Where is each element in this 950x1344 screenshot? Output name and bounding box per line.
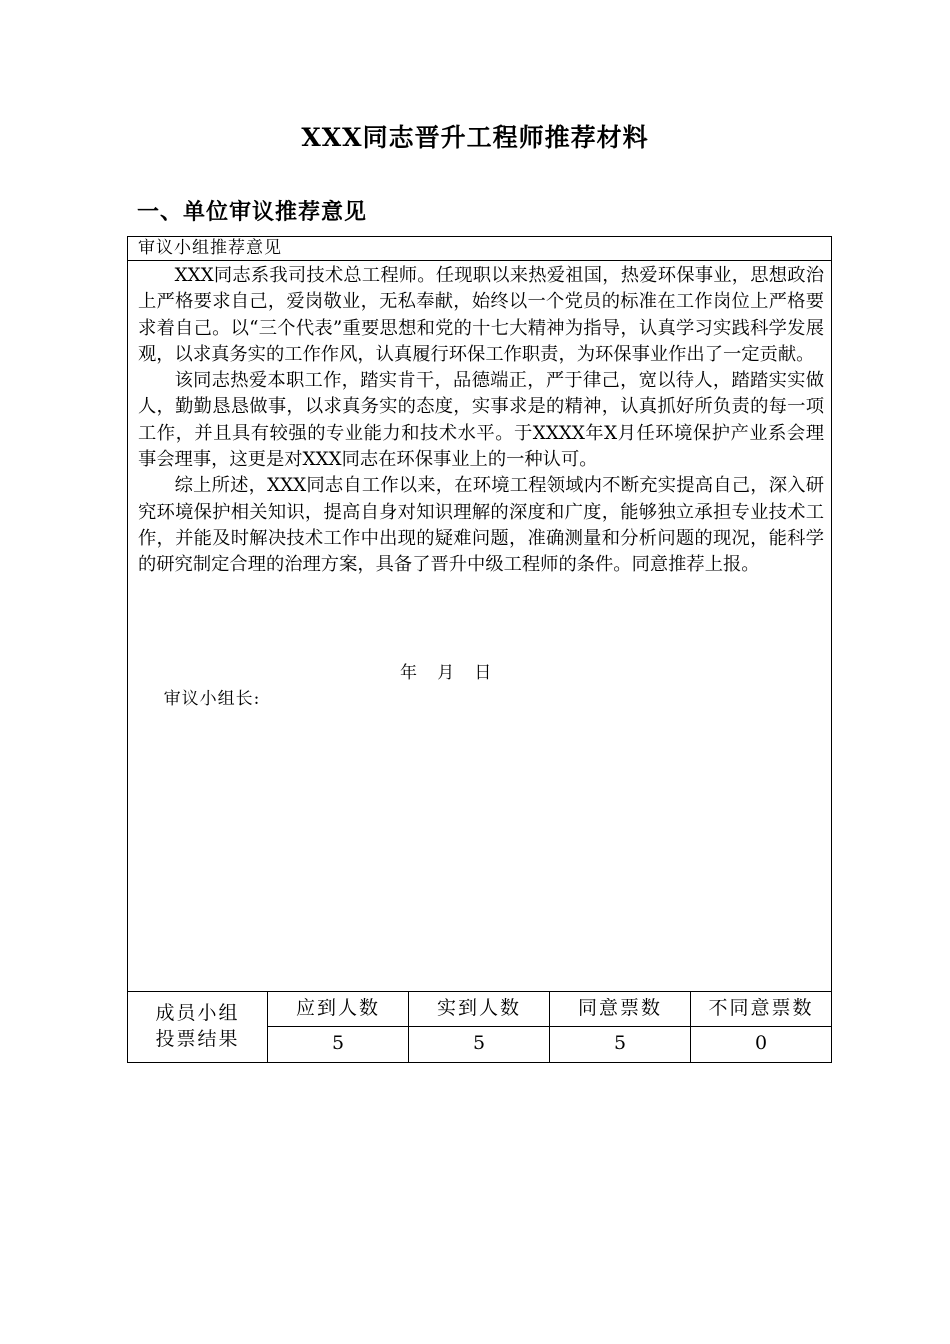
opinion-paragraph: XXX同志系我司技术总工程师。任现职以来热爱祖国，热爱环保事业，思想政治上严格要求自己，爱岗敬业，无私奉献，始终以一个党员的标准在工作岗位上严格要求着自己。以“三个代表”重要思想和党的十七大精神为指导，认真学习实践科学发展观，以求真务实的工作作风，认真履行环保工作职责，为环保事业作出了一定贡献。	[138, 265, 824, 365]
value-present-count: 5	[409, 1027, 550, 1062]
value-disapprove-votes: 0	[754, 1032, 768, 1054]
vote-result-label	[128, 992, 268, 1062]
value-approve-votes: 5	[550, 1027, 691, 1062]
header-approve-votes: 同意票数	[550, 992, 691, 1027]
vote-label-line: 成员小组	[155, 1002, 240, 1024]
signature-label: 审议小组长:	[163, 689, 261, 709]
opinion-panel-label: 审议小组推荐意见	[128, 237, 831, 261]
opinion-paragraph: 该同志热爱本职工作，踏实肯干，品德端正，严于律己，宽以待人，踏踏实实做人，勤勤恳恳做事，以求真务实的态度，实事求是的精神，认真抓好所负责的每一项工作，并且具有较强的专业能力和技术水平。于XXXX年X月任环境保护产业系会理事会理事，这更是对XXX同志在环保事业上的一种认可。	[138, 370, 824, 471]
opinion-paragraph: 综上所述，XXX同志自工作以来，在环境工程领域内不断充实提高自己，深入研究环境保护相关知识，提高自身对知识理解的深度和广度，能够独立承担专业技术工作，并能及时解决技术工作中出现的疑难问题，准确测量和分析问题的现况，能科学的研究制定合理的治理方案，具备了晋升中级工程师的条件。同意推荐上报。	[138, 475, 824, 576]
document-title: XXX同志晋升工程师推荐材料	[301, 123, 649, 152]
header-disapprove-votes: 不同意票数	[691, 992, 831, 1027]
vote-label-line: 投票结果	[155, 1028, 240, 1050]
opinion-body	[138, 263, 824, 579]
header-present-count: 实到人数	[409, 992, 550, 1027]
recommendation-form	[127, 236, 832, 1063]
value-expected-count: 5	[268, 1027, 409, 1062]
signature-line	[138, 660, 493, 764]
date-label: 年 月 日	[400, 663, 493, 683]
section-heading: 一、单位审议推荐意见	[137, 199, 368, 225]
header-expected-count: 应到人数	[268, 992, 409, 1027]
vote-result-table	[128, 991, 831, 1062]
